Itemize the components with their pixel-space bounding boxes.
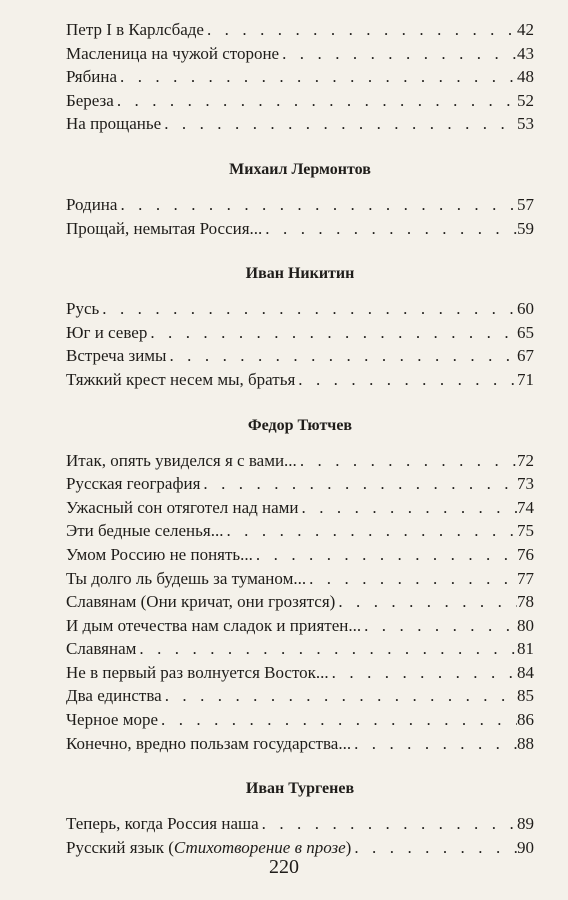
toc-entry — [66, 567, 534, 591]
dot-leader — [259, 812, 517, 836]
toc-entry — [66, 684, 534, 708]
toc-entry — [66, 112, 534, 136]
entry-title-italic: Стихотворение в прозе — [173, 837, 346, 857]
toc-entry — [66, 614, 534, 638]
entry-title: Масленица на чужой стороне — [66, 43, 280, 63]
dot-leader — [329, 661, 517, 685]
table-of-contents — [66, 18, 534, 859]
dot-leader — [223, 519, 517, 543]
entry-title: Родина — [66, 194, 118, 214]
entry-page: 77 — [517, 568, 534, 588]
dot-leader — [158, 708, 517, 732]
entry-page: 81 — [517, 639, 534, 659]
toc-entry — [66, 543, 534, 567]
dot-leader — [99, 297, 517, 321]
toc-entry — [66, 472, 534, 496]
entry-page: 53 — [517, 114, 534, 134]
dot-leader — [351, 732, 517, 756]
entry-title: Славянам (Они кричат, они грозятся) — [66, 592, 336, 612]
dot-leader — [253, 543, 517, 567]
page-number: 220 — [269, 856, 299, 878]
dot-leader — [335, 590, 517, 614]
dot-leader — [262, 217, 517, 241]
entry-page: 80 — [517, 615, 534, 635]
entry-page: 59 — [517, 218, 534, 238]
dot-leader — [361, 614, 517, 638]
entry-page: 75 — [517, 521, 534, 541]
toc-entry — [66, 89, 534, 113]
entry-title: На прощанье — [66, 114, 162, 134]
entry-page: 67 — [517, 346, 534, 366]
entry-page: 65 — [517, 322, 534, 342]
entry-title: Тяжкий крест несем мы, братья — [66, 369, 296, 389]
entry-title: Встреча зимы — [66, 346, 167, 366]
toc-entry — [66, 368, 534, 392]
entry-page: 86 — [517, 710, 534, 730]
entry-title: Юг и север — [66, 322, 148, 342]
toc-entry — [66, 732, 534, 756]
entry-title-main: Русский язык ( — [66, 837, 174, 857]
entry-page: 60 — [517, 299, 534, 319]
toc-entry — [66, 590, 534, 614]
entry-page: 85 — [517, 686, 534, 706]
toc-entry — [66, 297, 534, 321]
toc-entry — [66, 449, 534, 473]
entry-page: 74 — [517, 497, 534, 517]
toc-entry — [66, 496, 534, 520]
entry-title: Два единства — [66, 686, 162, 706]
entry-page: 72 — [517, 450, 534, 470]
author-heading: Иван Никитин — [245, 265, 355, 283]
entry-page: 43 — [517, 43, 534, 63]
toc-entry — [66, 637, 534, 661]
entry-page: 76 — [517, 544, 534, 564]
entry-title: Ты долго ль будешь за туманом... — [66, 568, 307, 588]
entry-page: 78 — [517, 592, 534, 612]
entry-title: Теперь, когда Россия наша — [66, 814, 259, 834]
entry-title: Русь — [66, 299, 100, 319]
entry-title: И дым отечества нам сладок и приятен... — [66, 615, 362, 635]
entry-page: 89 — [517, 814, 534, 834]
entry-page: 57 — [517, 194, 534, 214]
dot-leader — [147, 321, 517, 345]
toc-entry — [66, 217, 534, 241]
toc-entry — [66, 18, 534, 42]
toc-entry — [66, 193, 534, 217]
entry-title: Эти бедные селенья... — [66, 521, 224, 541]
dot-leader — [161, 112, 517, 136]
entry-title: Умом Россию не понять... — [66, 544, 253, 564]
dot-leader — [166, 344, 517, 368]
toc-entry — [66, 661, 534, 685]
dot-leader — [295, 368, 517, 392]
entry-page: 52 — [517, 90, 534, 110]
entry-title: Прощай, немытая Россия... — [66, 218, 263, 238]
entry-page: 88 — [517, 733, 534, 753]
entry-page: 84 — [517, 662, 534, 682]
toc-entry — [66, 708, 534, 732]
toc-entry — [66, 42, 534, 66]
entry-title: Итак, опять увиделся я с вами... — [66, 450, 297, 470]
entry-title: Не в первый раз волнуется Восток... — [66, 662, 329, 682]
dot-leader — [114, 89, 517, 113]
dot-leader — [297, 449, 517, 473]
dot-leader — [299, 496, 517, 520]
dot-leader — [117, 193, 517, 217]
entry-title: Славянам — [66, 639, 137, 659]
entry-title: Рябина — [66, 67, 118, 87]
entry-title: Береза — [66, 90, 114, 110]
toc-entry — [66, 344, 534, 368]
author-heading: Михаил Лермонтов — [229, 160, 371, 178]
entry-page: 71 — [517, 369, 534, 389]
entry-title: Черное море — [66, 710, 158, 730]
toc-entry — [66, 321, 534, 345]
author-heading: Федор Тютчев — [247, 416, 353, 434]
dot-leader — [306, 567, 517, 591]
entry-title: Конечно, вредно пользам государства... — [66, 733, 352, 753]
dot-leader — [200, 472, 517, 496]
toc-entry — [66, 519, 534, 543]
entry-page: 42 — [517, 20, 534, 39]
entry-page: 48 — [517, 67, 534, 87]
entry-page: 73 — [517, 474, 534, 494]
dot-leader — [162, 684, 517, 708]
toc-entry — [66, 812, 534, 836]
dot-leader — [136, 637, 517, 661]
dot-leader — [204, 18, 517, 42]
dot-leader — [279, 42, 517, 66]
author-heading: Иван Тургенев — [245, 780, 355, 798]
entry-title: Ужасный сон отяготел над нами — [66, 497, 299, 517]
toc-entry — [66, 65, 534, 89]
entry-title-end: ) — [345, 837, 352, 857]
entry-title: Петр I в Карлсбаде — [66, 20, 204, 39]
entry-page: 90 — [517, 837, 534, 857]
entry-title: Русская география — [66, 474, 201, 494]
dot-leader — [117, 65, 517, 89]
